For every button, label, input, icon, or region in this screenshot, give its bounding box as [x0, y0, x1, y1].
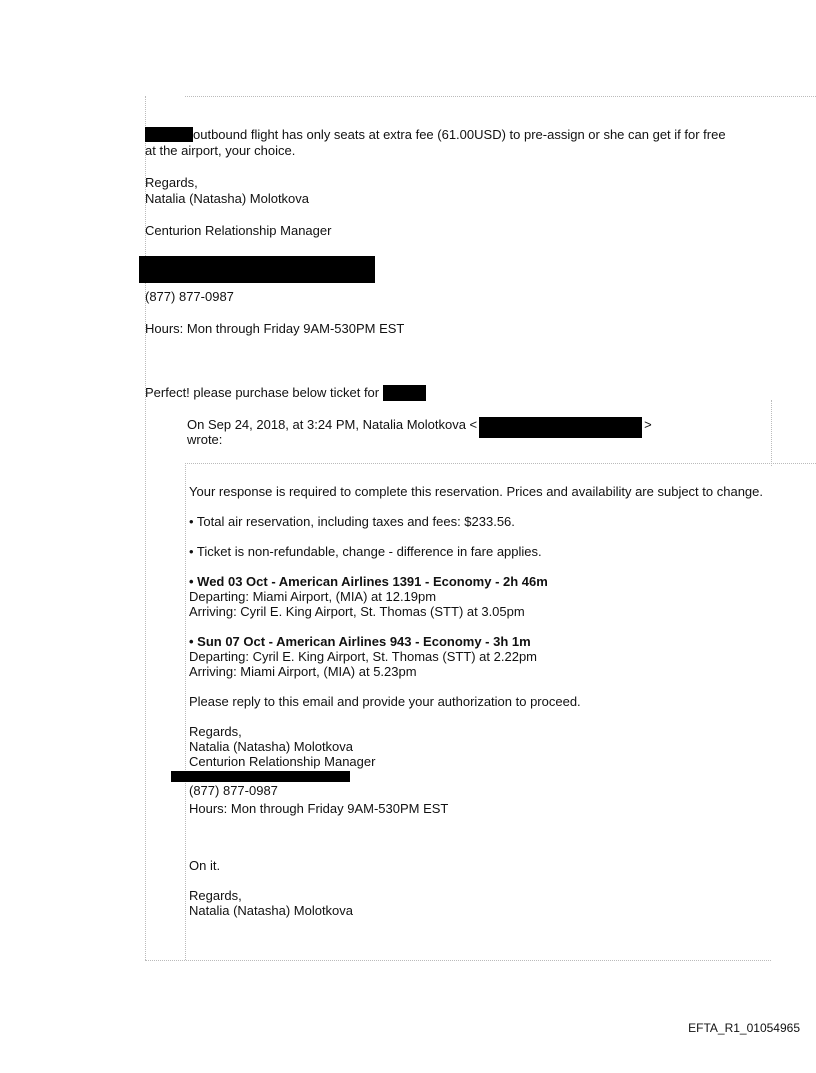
- flight-heading: • Sun 07 Oct - American Airlines 943 - Economy - 3h 1m: [189, 634, 531, 649]
- message-text: Your response is required to complete this reservation. Prices and availability are subject to change.: [189, 484, 763, 499]
- signature-phone: (877) 877-0987: [145, 289, 234, 304]
- signature-title: Centurion Relationship Manager: [189, 754, 376, 769]
- signature-regards: Regards,: [189, 724, 242, 739]
- signature-title: Centurion Relationship Manager: [145, 223, 332, 238]
- message-text: Please reply to this email and provide your authorization to proceed.: [189, 694, 581, 709]
- quote-header-line: [187, 417, 652, 433]
- document-id: EFTA_R1_01054965: [688, 1021, 800, 1035]
- divider: [771, 400, 772, 466]
- bullet-item: • Ticket is non-refundable, change - difference in fare applies.: [189, 544, 542, 559]
- signature-name: Natalia (Natasha) Molotkova: [189, 739, 354, 754]
- divider: [185, 463, 816, 464]
- message-text: Perfect! please purchase below ticket for: [145, 385, 380, 400]
- quote-header-bracket: >: [644, 417, 652, 432]
- flight-arriving: Arriving: Cyril E. King Airport, St. Thomas (STT) at 3.05pm: [189, 604, 525, 619]
- flight-heading: • Wed 03 Oct - American Airlines 1391 - Economy - 2h 46m: [189, 574, 548, 589]
- message-text: outbound flight has only seats at extra fee (61.00USD) to pre-assign or she can get if for free: [193, 127, 726, 142]
- signature-regards: Regards,: [145, 175, 198, 190]
- divider: [185, 96, 816, 97]
- divider: [185, 463, 186, 960]
- flight-departing: Departing: Miami Airport, (MIA) at 12.19pm: [189, 589, 437, 604]
- redaction: [479, 417, 642, 438]
- reply-line: [145, 385, 426, 401]
- flight-departing: Departing: Cyril E. King Airport, St. Thomas (STT) at 2.22pm: [189, 649, 537, 664]
- redaction: [171, 771, 350, 782]
- message-text: at the airport, your choice.: [145, 143, 296, 158]
- signature-phone: (877) 877-0987: [189, 783, 278, 798]
- signature-name: Natalia (Natasha) Molotkova: [189, 903, 354, 918]
- message-text: On it.: [189, 858, 221, 873]
- divider: [145, 960, 771, 961]
- flight-arriving: Arriving: Miami Airport, (MIA) at 5.23pm: [189, 664, 417, 679]
- redaction: [383, 385, 426, 401]
- signature-hours: Hours: Mon through Friday 9AM-530PM EST: [189, 801, 449, 816]
- signature-name: Natalia (Natasha) Molotkova: [145, 191, 310, 206]
- redaction: [145, 127, 193, 142]
- bullet-item: • Total air reservation, including taxes and fees: $233.56.: [189, 514, 515, 529]
- quote-header: wrote:: [187, 432, 223, 447]
- redaction: [139, 256, 375, 283]
- signature-hours: Hours: Mon through Friday 9AM-530PM EST: [145, 321, 405, 336]
- quote-header: On Sep 24, 2018, at 3:24 PM, Natalia Molotkova <: [187, 417, 478, 432]
- signature-regards: Regards,: [189, 888, 242, 903]
